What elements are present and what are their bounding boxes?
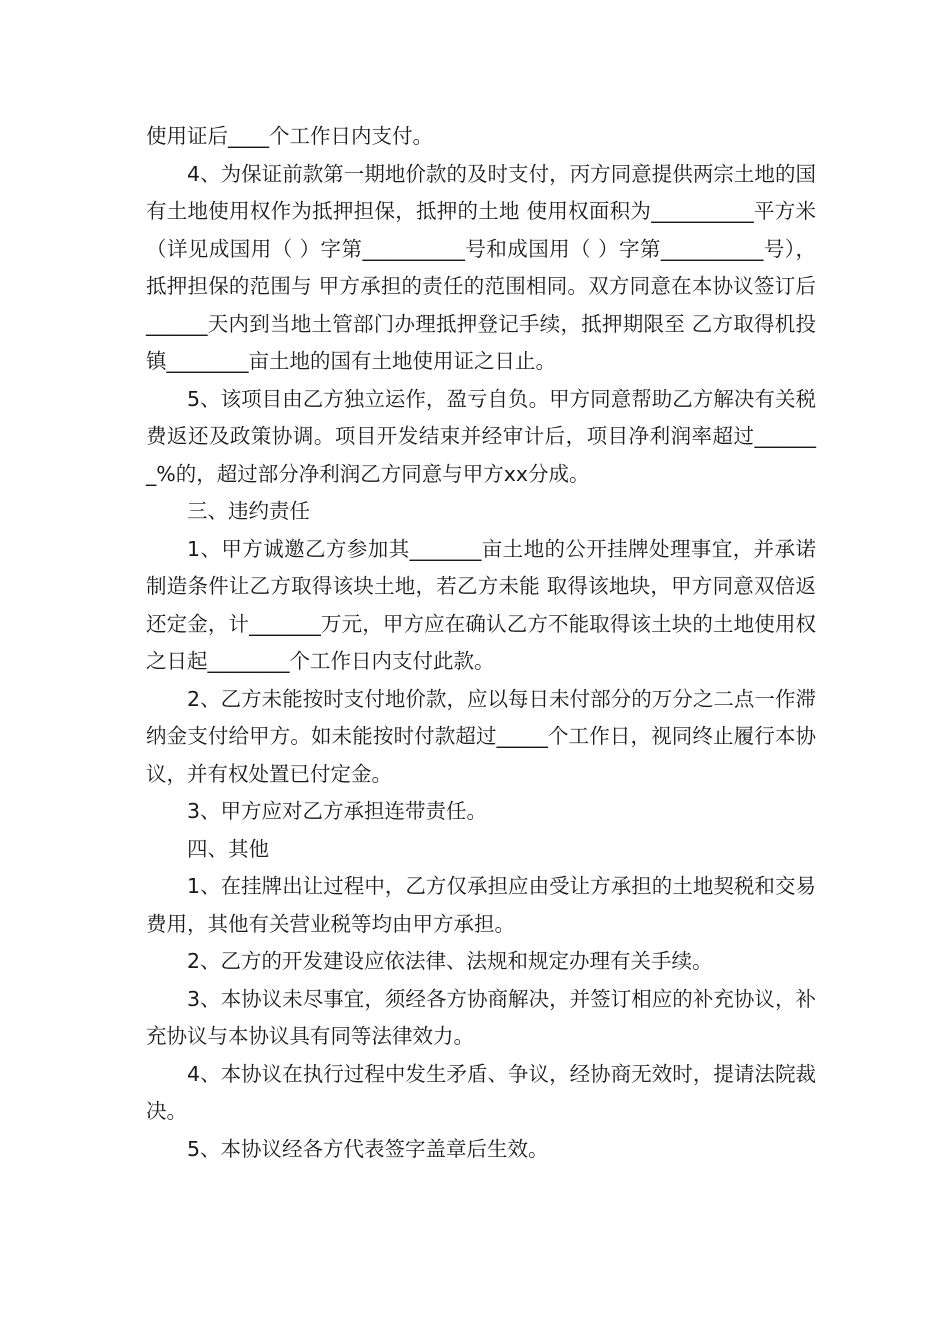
paragraph-clause-2-4-mortgage: 4、为保证前款第一期地价款的及时支付，丙方同意提供两宗土地的国有土地使用权作为抵押担保，抵押的土地 使用权面积为__________平方米（详见成国用（ ）字第__________号和成国用（ ）字第__________号），抵押担保的范围与 甲方承担的责任的范围相同。双方同意在本协议签订后 ______天内到当地土管部门办理抵押登记手续，抵押期限至 乙方取得机投镇________亩土地的国有土地使用证之日止。 <box>146 161 816 373</box>
section-heading-other: 四、其他 <box>187 836 269 861</box>
contract-body <box>146 118 816 1168</box>
paragraph-clause-3-2: 2、乙方未能按时支付地价款，应以每日未付部分的万分之二点一作滞纳金支付给甲方。如未能按时付款超过_____个工作日，视同终止履行本协议，并有权处置已付定金。 <box>146 686 816 786</box>
paragraph-clause-4-2: 2、乙方的开发建设应依法律、法规和规定办理有关手续。 <box>187 949 713 973</box>
paragraph-clause-3-1: 1、甲方诚邀乙方参加其_______亩土地的公开挂牌处理事宜，并承诺制造条件让乙方取得该块土地，若乙方未能 取得该地块，甲方同意双倍返还定金，计_______万元，甲方应在确认乙方不能取得该土块的土地使用权之日起________个工作日内支付此款。 <box>146 536 816 673</box>
paragraph-clause-4-5: 5、本协议经各方代表签字盖章后生效。 <box>187 1136 549 1161</box>
paragraph-clause-3-3: 3、甲方应对乙方承担连带责任。 <box>187 799 488 823</box>
section-heading-breach-liability: 三、违约责任 <box>187 499 310 523</box>
paragraph-clause-4-3: 3、本协议未尽事宜，须经各方协商解决，并签订相应的补充协议，补充协议与本协议具有同等法律效力。 <box>146 986 816 1048</box>
paragraph-payment-continuation: 使用证后____个工作日内支付。 <box>146 124 433 148</box>
paragraph-clause-4-1: 1、在挂牌出让过程中，乙方仅承担应由受让方承担的土地契税和交易费用，其他有关营业税等均由甲方承担。 <box>146 874 816 936</box>
paragraph-clause-4-4: 4、本协议在执行过程中发生矛盾、争议，经协商无效时，提请法院裁决。 <box>146 1061 816 1123</box>
paragraph-clause-2-5-profit-sharing: 5、该项目由乙方独立运作，盈亏自负。甲方同意帮助乙方解决有关税费返还及政策协调。项目开发结束并经审计后，项目净利润率超过_______%的，超过部分净利润乙方同意与甲方xx分成。 <box>146 386 816 486</box>
